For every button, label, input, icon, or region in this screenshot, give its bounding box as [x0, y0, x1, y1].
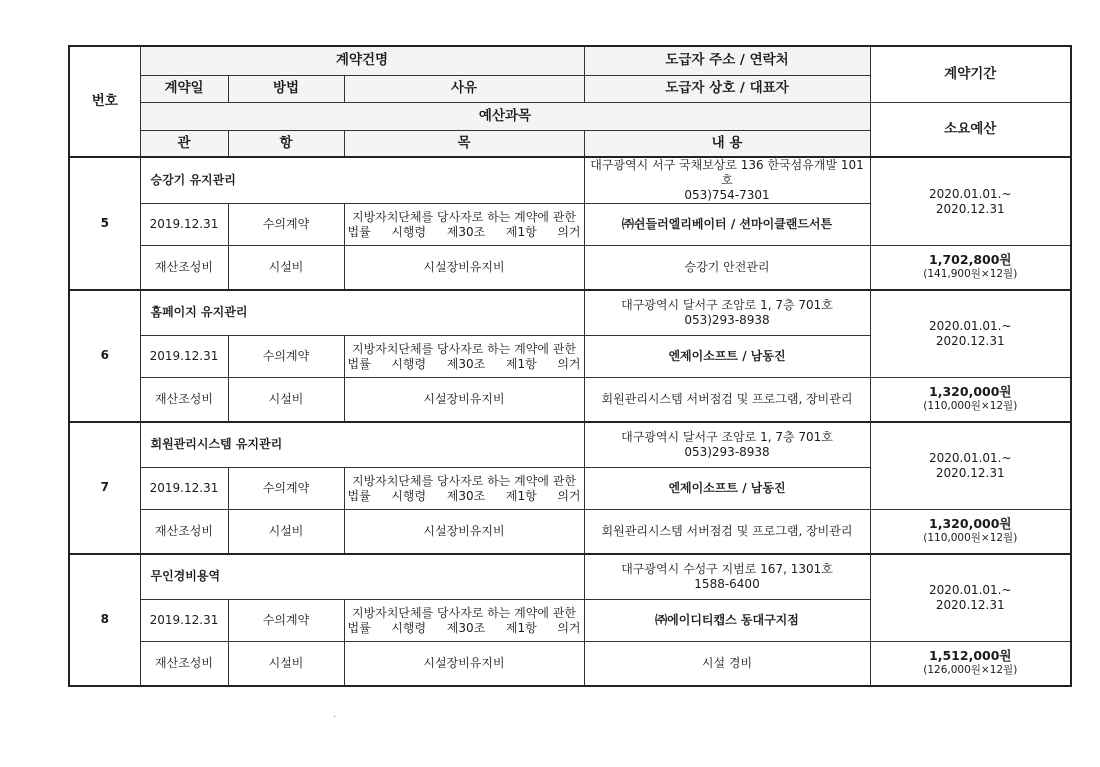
row-number: 7	[69, 422, 140, 554]
budget-amount: 1,320,000원	[929, 384, 1012, 400]
contract-period	[870, 157, 1071, 246]
header-number: 번호	[69, 46, 140, 157]
period-end: 2020.12.31	[935, 465, 1005, 480]
budget-kwan: 재산조성비	[140, 642, 228, 686]
contract-reason: 지방자치단체를 당사자로 하는 계약에 관한 법률 시행령 제30조 제1항 의거	[344, 204, 584, 246]
contractor-address	[584, 290, 870, 336]
budget-hang: 시설비	[228, 642, 344, 686]
required-budget	[870, 642, 1071, 686]
required-budget	[870, 246, 1071, 290]
header-hang: 항	[228, 130, 344, 157]
contract-title: 홈페이지 유지관리	[140, 290, 584, 336]
header-method: 방법	[228, 75, 344, 102]
contract-period	[870, 290, 1071, 378]
phone-text: 053)754-7301	[684, 188, 770, 202]
contractor-company: ㈜쉰들러엘리베이터 / 션마이클랜드서튼	[584, 204, 870, 246]
period-end: 2020.12.31	[935, 201, 1005, 216]
contract-date: 2019.12.31	[140, 468, 228, 510]
contractor-company: 엔제이소프트 / 남동진	[584, 336, 870, 378]
header-mok: 목	[344, 130, 584, 157]
header-contract-period: 계약기간	[870, 46, 1071, 102]
budget-kwan: 재산조성비	[140, 246, 228, 290]
header-kwan: 관	[140, 130, 228, 157]
budget-amount: 1,702,800원	[929, 252, 1012, 268]
required-budget	[870, 510, 1071, 554]
budget-calculation: (141,900원×12월)	[923, 268, 1018, 281]
contractor-company: 엔제이소프트 / 남동진	[584, 468, 870, 510]
period-start: 2020.01.01.~	[928, 186, 1012, 201]
required-budget	[870, 378, 1071, 422]
contract-date: 2019.12.31	[140, 336, 228, 378]
period-start: 2020.01.01.~	[928, 318, 1012, 333]
budget-content: 시설 경비	[584, 642, 870, 686]
budget-calculation: (126,000원×12월)	[923, 664, 1018, 677]
address-text: 대구광역시 달서구 조암로 1, 7층 701호	[621, 297, 833, 312]
budget-calculation: (110,000원×12월)	[923, 400, 1018, 413]
budget-hang: 시설비	[228, 378, 344, 422]
contract-period	[870, 422, 1071, 510]
row-number: 6	[69, 290, 140, 422]
budget-hang: 시설비	[228, 510, 344, 554]
budget-mok: 시설장비유지비	[344, 246, 584, 290]
contract-period	[870, 554, 1071, 642]
budget-kwan: 재산조성비	[140, 378, 228, 422]
budget-kwan: 재산조성비	[140, 510, 228, 554]
header-contractor-address: 도급자 주소 / 연락처	[584, 46, 870, 75]
contract-reason: 지방자치단체를 당사자로 하는 계약에 관한 법률 시행령 제30조 제1항 의거	[344, 600, 584, 642]
budget-content: 회원관리시스템 서버점검 및 프로그램, 장비관리	[584, 378, 870, 422]
header-contractor-name: 도급자 상호 / 대표자	[584, 75, 870, 102]
budget-amount: 1,512,000원	[929, 648, 1012, 664]
period-start: 2020.01.01.~	[928, 582, 1012, 597]
row-number: 5	[69, 157, 140, 290]
contractor-address	[584, 554, 870, 600]
budget-content: 승강기 안전관리	[584, 246, 870, 290]
row-number: 8	[69, 554, 140, 686]
budget-mok: 시설장비유지비	[344, 378, 584, 422]
period-end: 2020.12.31	[935, 333, 1005, 348]
budget-amount: 1,320,000원	[929, 516, 1012, 532]
period-start: 2020.01.01.~	[928, 450, 1012, 465]
budget-content: 회원관리시스템 서버점검 및 프로그램, 장비관리	[584, 510, 870, 554]
contract-method: 수의계약	[228, 336, 344, 378]
contract-method: 수의계약	[228, 204, 344, 246]
contract-date: 2019.12.31	[140, 600, 228, 642]
contract-title: 무인경비용역	[140, 554, 584, 600]
period-end: 2020.12.31	[935, 597, 1005, 612]
header-contract-name: 계약건명	[140, 46, 584, 75]
phone-text: 053)293-8938	[684, 312, 770, 327]
address-text: 대구광역시 서구 국채보상로 136 한국섬유개발 101호	[590, 158, 864, 187]
budget-hang: 시설비	[228, 246, 344, 290]
header-contract-date: 계약일	[140, 75, 228, 102]
contractor-address	[584, 422, 870, 468]
contract-reason: 지방자치단체를 당사자로 하는 계약에 관한 법률 시행령 제30조 제1항 의거	[344, 336, 584, 378]
contract-method: 수의계약	[228, 600, 344, 642]
address-text: 대구광역시 달서구 조암로 1, 7층 701호	[621, 429, 833, 444]
phone-text: 053)293-8938	[684, 444, 770, 459]
budget-mok: 시설장비유지비	[344, 642, 584, 686]
contract-date: 2019.12.31	[140, 204, 228, 246]
contract-method: 수의계약	[228, 468, 344, 510]
header-reason: 사유	[344, 75, 584, 102]
header-budget-subject: 예산과목	[140, 102, 870, 130]
address-text: 대구광역시 수성구 지범로 167, 1301호	[621, 561, 833, 576]
budget-mok: 시설장비유지비	[344, 510, 584, 554]
contractor-address	[584, 157, 870, 204]
contract-title: 회원관리시스템 유지관리	[140, 422, 584, 468]
scan-speck: ·	[333, 712, 337, 723]
header-required-budget: 소요예산	[870, 102, 1071, 157]
header-content: 내 용	[584, 130, 870, 157]
budget-calculation: (110,000원×12월)	[923, 532, 1018, 545]
phone-text: 1588-6400	[694, 576, 760, 591]
contract-title: 승강기 유지관리	[140, 157, 584, 204]
contract-table	[68, 45, 1072, 687]
contractor-company: ㈜에이디티캡스 동대구지점	[584, 600, 870, 642]
contract-reason: 지방자치단체를 당사자로 하는 계약에 관한 법률 시행령 제30조 제1항 의거	[344, 468, 584, 510]
